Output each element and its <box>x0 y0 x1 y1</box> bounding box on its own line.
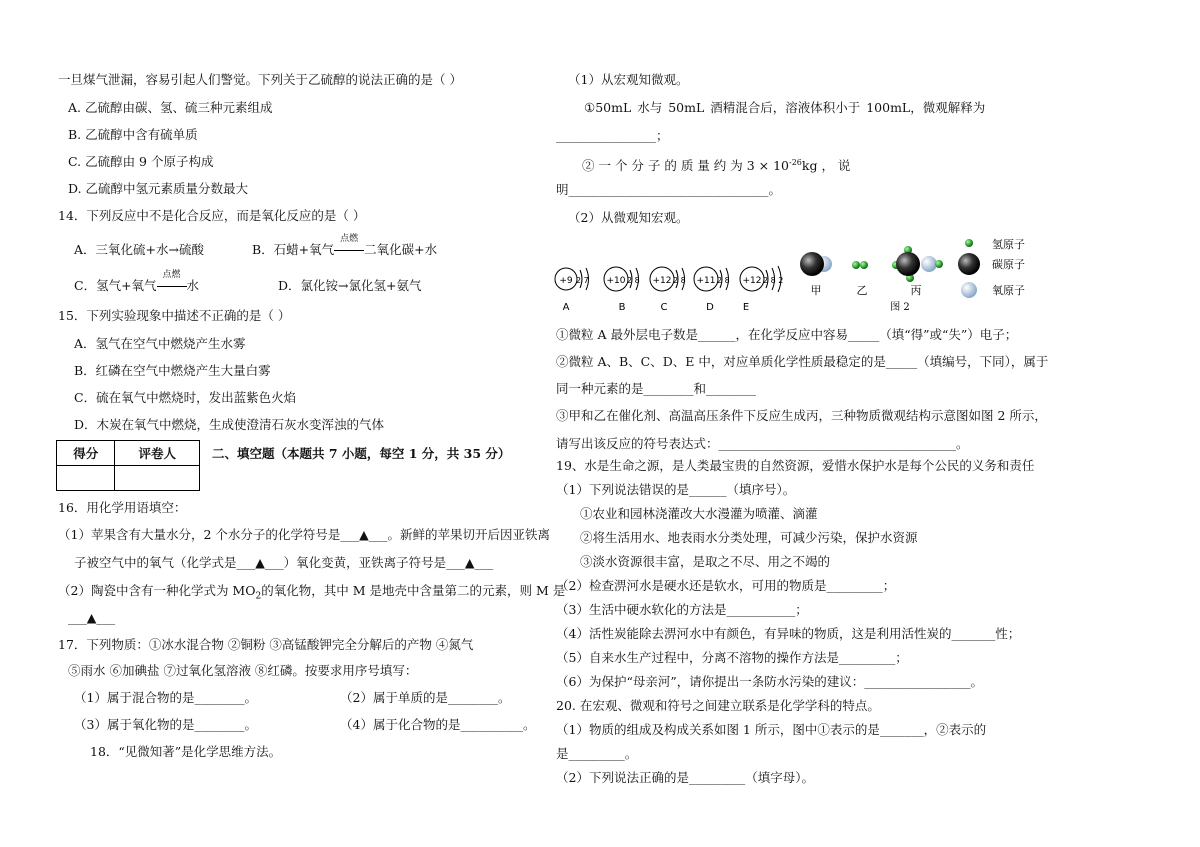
q20-part1-cont: 是_________。 <box>556 746 638 761</box>
svg-text:+11: +11 <box>696 276 716 286</box>
svg-text:+12: +12 <box>652 276 672 286</box>
q18-part2-item2-cont: 同一种元素的是________和________ <box>556 381 757 396</box>
q13-option-c: C. 乙硫醇由 9 个原子构成 <box>68 154 214 169</box>
q19-part5: （5）自来水生产过程中，分离不溶物的操作方法是_________； <box>556 650 908 665</box>
molecule-bing <box>892 246 943 297</box>
q18-part2-item3: ③甲和乙在催化剂、高温高压条件下反应生成丙，三种物质微观结构示意图如图 2 所示， <box>556 408 1047 423</box>
grader-header: 评卷人 <box>115 441 200 466</box>
q14-stem: 14．下列反应中不是化合反应，而是氧化反应的是（ ） <box>58 208 366 223</box>
svg-text:+12: +12 <box>742 276 762 286</box>
score-cell <box>57 466 115 491</box>
grader-cell <box>115 466 200 491</box>
molecule-legend <box>958 237 1025 298</box>
figure-2-caption: 图 2 <box>890 302 910 313</box>
q15-option-d: D．木炭在氧气中燃烧，生成使澄清石灰水变浑浊的气体 <box>74 417 385 432</box>
q14-option-d: D．氯化铵→氯化氢+氨气 <box>278 278 422 293</box>
q14-option-a: A．三氧化硫+水→硫酸 <box>74 242 204 257</box>
q18-part1-blank1: ________________； <box>556 128 669 143</box>
q19-part3: （3）生活中硬水软化的方法是___________； <box>556 602 808 617</box>
q15-option-b: B．红磷在空气中燃烧产生大量白雾 <box>74 363 271 378</box>
atom-d <box>694 267 730 313</box>
svg-text:氧原子: 氧原子 <box>992 284 1025 297</box>
svg-text:B: B <box>618 302 626 313</box>
svg-text:E: E <box>742 302 750 313</box>
q17-stem-line1: 17．下列物质：①冰水混合物 ②铜粉 ③高锰酸钾完全分解后的产物 ④氮气 <box>58 637 474 652</box>
q15-option-c: C．硫在氧气中燃烧时，发出蓝紫色火焰 <box>74 390 297 405</box>
svg-text:2 8: 2 8 <box>627 276 640 285</box>
svg-text:2 8 2: 2 8 2 <box>763 276 784 285</box>
q19-part1-option1: ①农业和园林浇灌改大水漫灌为喷灌、滴灌 <box>580 506 818 521</box>
svg-text:2 7: 2 7 <box>576 276 589 285</box>
q16-part1-line2: 子被空气中的氧气（化学式是___▲___）氧化变黄，亚铁离子符号是___▲___ <box>74 555 494 570</box>
q17-part2: （2）属于单质的是________。 <box>340 690 511 705</box>
q17-stem-line2: ⑤雨水 ⑥加碘盐 ⑦过氧化氢溶液 ⑧红磷。按要求用序号填写： <box>68 663 418 678</box>
q18-stem: 18．“见微知著”是化学思维方法。 <box>90 744 282 759</box>
atom-c <box>650 267 686 313</box>
svg-text:D: D <box>706 302 714 313</box>
reaction-arrow: 点燃 <box>334 242 364 258</box>
q13-option-b: B. 乙硫醇中含有硫单质 <box>68 127 198 142</box>
q13-stem: 一旦煤气泄漏，容易引起人们警觉。下列关于乙硫醇的说法正确的是（ ） <box>58 72 462 87</box>
q13-option-d: D. 乙硫醇中氢元素质量分数最大 <box>68 181 249 196</box>
q16-part2-line1: （2）陶瓷中含有一种化学式为 $MO_2$的氧化物，其中 M 是地壳中含量第二的元素，则 M 是 <box>58 583 566 602</box>
atom-e <box>740 266 783 313</box>
q17-part3: （3）属于氧化物的是________。 <box>74 717 257 732</box>
q20-part2: （2）下列说法正确的是_________（填字母）。 <box>556 770 814 785</box>
section-2-title: 二、填空题（本题共 7 小题，每空 1 分，共 35 分） <box>212 446 511 461</box>
q17-part4: （4）属于化合物的是__________。 <box>340 717 536 732</box>
q15-option-a: A．氢气在空气中燃烧产生水雾 <box>74 336 246 351</box>
q14-option-c: C．氢气+氧气 点燃 水 <box>74 270 200 293</box>
reaction-arrow: 点燃 <box>157 278 187 294</box>
q19-part1-option3: ③淡水资源很丰富，是取之不尽、用之不竭的 <box>580 554 831 569</box>
q18-part1: （1）从宏观知微观。 <box>568 72 689 87</box>
score-header: 得分 <box>57 441 115 466</box>
q18-part2-item2: ②微粒 A、B、C、D、E 中，对应单质化学性质最稳定的是_____（填编号，下同），属于 <box>556 354 1049 369</box>
q19-part4: （4）活性炭能除去淠河水中有颜色，有异味的物质，这是利用活性炭的_______性； <box>556 626 1021 641</box>
score-table <box>56 440 200 491</box>
svg-text:+9: +9 <box>559 276 573 286</box>
q15-stem: 15．下列实验现象中描述不正确的是（ ） <box>58 308 291 323</box>
q20-part1: （1）物质的组成及构成关系如图 1 所示，图中①表示的是_______，②表示的 <box>556 722 987 737</box>
q13-option-a: A. 乙硫醇由碳、氢、硫三种元素组成 <box>68 100 273 115</box>
q16-part1-line1: （1）苹果含有大量水分，2 个水分子的化学符号是___▲___。新鲜的苹果切开后因亚铁离 <box>58 527 550 542</box>
q18-part1-item1: ①50mL 水与 50mL 酒精混合后，溶液体积小于 100mL，微观解释为 <box>584 100 986 115</box>
q20-stem: 20. 在宏观、微观和符号之间建立联系是化学学科的特点。 <box>556 698 880 713</box>
svg-text:2 8: 2 8 <box>673 276 686 285</box>
q14-option-b: B．石蜡+氧气 点燃 二氧化碳+水 <box>252 234 438 257</box>
svg-text:甲: 甲 <box>810 284 822 297</box>
svg-text:2 8: 2 8 <box>717 276 730 285</box>
q19-part2: （2）检查淠河水是硬水还是软水，可用的物质是_________； <box>556 578 896 593</box>
q18-part2-item3-cont: 请写出该反应的符号表达式：______________________________________。 <box>556 436 969 451</box>
q18-part1-blank2: 明________________________________。 <box>556 182 782 197</box>
svg-text:C: C <box>660 302 668 313</box>
svg-text:碳原子: 碳原子 <box>992 258 1025 271</box>
q16-part2-line2: ___▲___ <box>68 610 116 625</box>
q16-stem: 16．用化学用语填空： <box>58 500 187 515</box>
q18-part1-item2: ② 一 个 分 子 的 质 量 约 为 $3 \times 10^{-26}kg$ ， 说 <box>582 158 851 174</box>
q18-part2-item1: ①微粒 A 最外层电子数是______，在化学反应中容易_____（填“得”或“失”）电子； <box>556 327 1018 342</box>
molecule-diagram-figure-2 <box>790 236 1040 320</box>
q19-part1: （1）下列说法错误的是______（填序号）。 <box>556 482 796 497</box>
q18-part2: （2）从微观知宏观。 <box>568 210 689 225</box>
svg-text:氢原子: 氢原子 <box>992 238 1025 251</box>
molecule-jia <box>800 252 832 297</box>
q17-part1: （1）属于混合物的是________。 <box>74 690 257 705</box>
svg-text:乙: 乙 <box>856 284 868 297</box>
atom-structure-diagram <box>552 262 792 314</box>
molecule-yi <box>852 261 868 297</box>
svg-text:+10: +10 <box>606 276 626 286</box>
svg-text:丙: 丙 <box>910 284 922 297</box>
q19-part6: （6）为保护“母亲河”，请你提出一条防水污染的建议：_________________。 <box>556 674 983 689</box>
q19-stem: 19、水是生命之源，是人类最宝贵的自然资源，爱惜水保护水是每个公民的义务和责任 <box>556 458 1035 473</box>
atom-b <box>604 267 640 313</box>
atom-a <box>555 268 589 313</box>
svg-text:A: A <box>562 302 570 313</box>
q19-part1-option2: ②将生活用水、地表雨水分类处理，可减少污染，保护水资源 <box>580 530 918 545</box>
